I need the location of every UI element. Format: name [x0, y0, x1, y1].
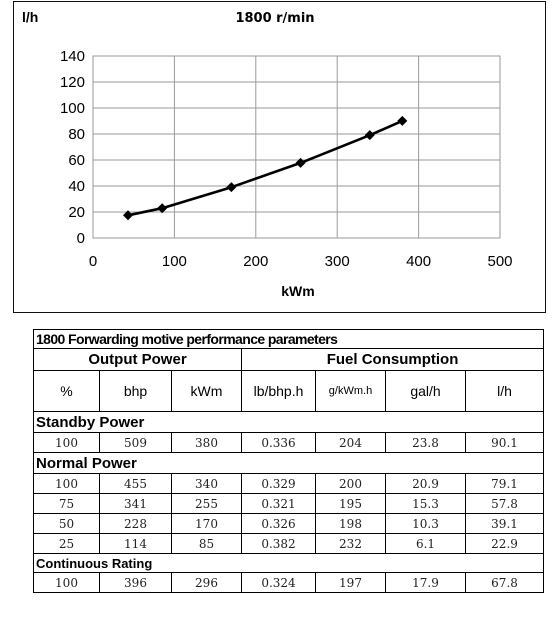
table-cell: 114: [100, 534, 172, 554]
table-cell: 0.336: [242, 433, 316, 453]
table-cell: 296: [172, 573, 242, 593]
table-cell: 195: [316, 494, 386, 514]
table-cell: 25: [34, 534, 100, 554]
col-header-g-kwm-h: g/kWm.h: [316, 371, 386, 412]
table-cell: 17.9: [386, 573, 466, 593]
table-cell: 10.3: [386, 514, 466, 534]
table-cell: 23.8: [386, 433, 466, 453]
table-cell: 170: [172, 514, 242, 534]
x-tick-label: 500: [487, 253, 513, 270]
table-cell: 67.8: [466, 573, 544, 593]
data-point-marker: [397, 116, 407, 126]
y-tick-label: 60: [68, 152, 85, 169]
data-point-marker: [296, 158, 306, 168]
table-cell: 232: [316, 534, 386, 554]
chart-ticks: [60, 48, 513, 270]
table-cell: 228: [100, 514, 172, 534]
series-line: [128, 121, 402, 215]
column-header-row: [34, 371, 544, 412]
table-cell: 197: [316, 573, 386, 593]
data-point-marker: [365, 130, 375, 140]
col-header-kwm: kWm: [172, 371, 242, 412]
table-row: [34, 534, 544, 554]
table-cell: 0.326: [242, 514, 316, 534]
table-cell: 380: [172, 433, 242, 453]
table-row: [34, 514, 544, 534]
table-cell: 100: [34, 474, 100, 494]
table-caption: 1800 Forwarding motive performance parameters: [34, 330, 544, 349]
table-cell: 340: [172, 474, 242, 494]
x-axis-label: kWm: [281, 283, 315, 299]
table-cell: 100: [34, 433, 100, 453]
y-tick-label: 40: [68, 178, 85, 195]
table-cell: 0.382: [242, 534, 316, 554]
x-tick-label: 300: [324, 253, 350, 270]
y-tick-label: 20: [68, 204, 85, 221]
col-header-gal-h: gal/h: [386, 371, 466, 412]
table-cell: 509: [100, 433, 172, 453]
table-cell: 20.9: [386, 474, 466, 494]
table-cell: 39.1: [466, 514, 544, 534]
table-cell: 455: [100, 474, 172, 494]
section-row: [34, 554, 544, 573]
table-cell: 22.9: [466, 534, 544, 554]
x-tick-label: 400: [406, 253, 432, 270]
x-tick-label: 200: [243, 253, 269, 270]
performance-table: [33, 329, 544, 593]
col-header-bhp: bhp: [100, 371, 172, 412]
col-header-l-h: l/h: [466, 371, 544, 412]
table-cell: 79.1: [466, 474, 544, 494]
table-cell: 90.1: [466, 433, 544, 453]
table-cell: 0.324: [242, 573, 316, 593]
table-cell: 0.321: [242, 494, 316, 514]
table-cell: 75: [34, 494, 100, 514]
y-tick-label: 100: [59, 100, 85, 117]
x-tick-label: 0: [88, 253, 98, 270]
table-row: [34, 573, 544, 593]
table-cell: 100: [34, 573, 100, 593]
caption-row: [34, 330, 544, 349]
table-cell: 85: [172, 534, 242, 554]
y-axis-label: l/h: [22, 9, 39, 25]
chart-series: [123, 116, 407, 220]
group-header-row: [34, 349, 544, 371]
section-title: Continuous Rating: [34, 554, 544, 573]
section-row: [34, 453, 544, 474]
table-cell: 6.1: [386, 534, 466, 554]
section-row: [34, 412, 544, 433]
col-header-percent: %: [34, 371, 100, 412]
y-tick-label: 140: [59, 48, 85, 65]
data-point-marker: [226, 182, 236, 192]
section-title: Standby Power: [34, 412, 544, 433]
table-cell: 50: [34, 514, 100, 534]
col-header-lb-bhp-h: lb/bhp.h: [242, 371, 316, 412]
table-body: [34, 330, 544, 593]
section-title: Normal Power: [34, 453, 544, 474]
table-cell: 198: [316, 514, 386, 534]
table-row: [34, 433, 544, 453]
y-tick-label: 120: [59, 74, 85, 91]
table-cell: 200: [316, 474, 386, 494]
table-cell: 0.329: [242, 474, 316, 494]
table-row: [34, 494, 544, 514]
chart-title: 1800 r/min: [235, 11, 315, 26]
y-tick-label: 0: [76, 230, 85, 247]
group-fuel-consumption: Fuel Consumption: [242, 349, 544, 371]
table-cell: 57.8: [466, 494, 544, 514]
table-cell: 341: [100, 494, 172, 514]
y-tick-label: 80: [68, 126, 85, 143]
table-cell: 15.3: [386, 494, 466, 514]
x-tick-label: 100: [161, 253, 187, 270]
table-cell: 204: [316, 433, 386, 453]
group-output-power: Output Power: [34, 349, 242, 371]
table-cell: 255: [172, 494, 242, 514]
table-row: [34, 474, 544, 494]
table-cell: 396: [100, 573, 172, 593]
